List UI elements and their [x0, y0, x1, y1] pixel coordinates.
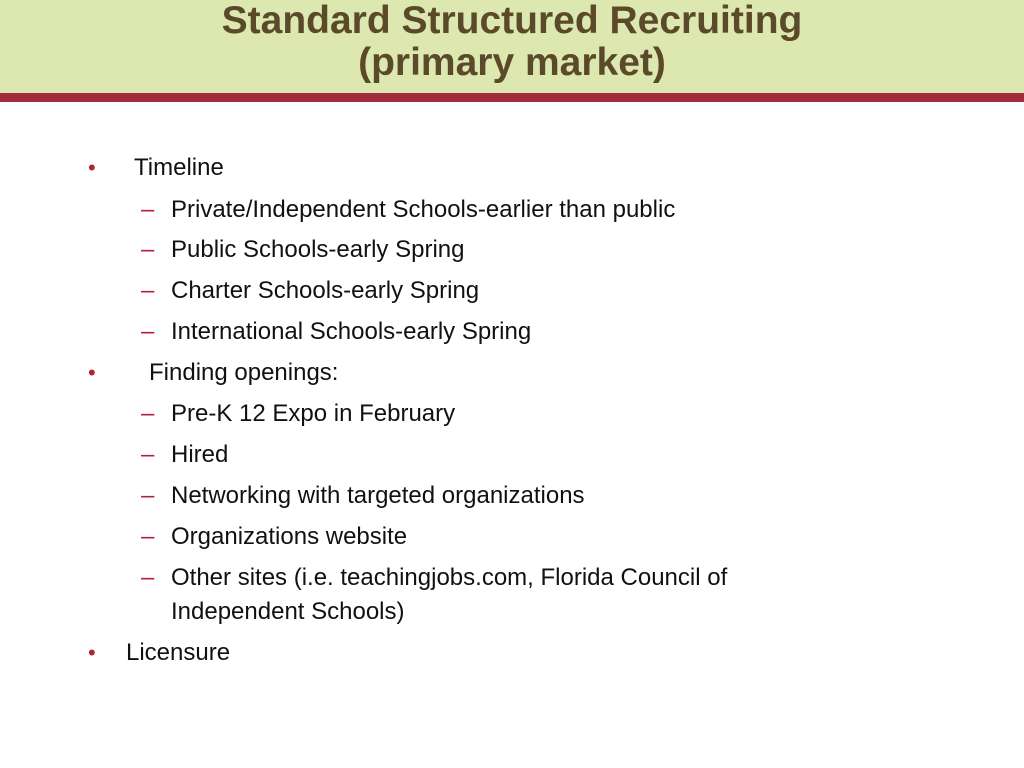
finding-item-other-sites: Other sites (i.e. teachingjobs.com, Florida Council of — [171, 564, 728, 591]
timeline-item-charter: Charter Schools-early Spring — [171, 277, 480, 304]
dash-icon: – — [141, 523, 155, 550]
dash-icon: – — [141, 196, 155, 223]
timeline-item-public: Public Schools-early Spring — [171, 236, 465, 263]
dash-icon: – — [141, 400, 155, 427]
bullet-icon: • — [88, 360, 96, 385]
bullet-licensure: Licensure — [126, 639, 231, 666]
timeline-item-international: International Schools-early Spring — [171, 318, 532, 345]
finding-item-expo: Pre-K 12 Expo in February — [171, 400, 456, 427]
dash-icon: – — [141, 318, 155, 345]
finding-item-website: Organizations website — [171, 523, 408, 550]
dash-icon: – — [141, 482, 155, 509]
dash-icon: – — [141, 564, 155, 591]
bullet-icon: • — [88, 155, 96, 180]
finding-item-networking: Networking with targeted organizations — [171, 482, 585, 509]
finding-item-hired: Hired — [171, 441, 229, 468]
bullet-finding-openings: Finding openings: — [149, 359, 339, 386]
dash-icon: – — [141, 236, 155, 263]
slide-title-line-1: Standard Structured Recruiting — [221, 0, 803, 42]
slide-title-line-2: (primary market) — [358, 41, 666, 84]
bullet-timeline: Timeline — [134, 154, 224, 181]
timeline-item-private: Private/Independent Schools-earlier than public — [171, 196, 676, 223]
finding-item-other-sites-continued: Independent Schools) — [171, 598, 405, 625]
bullet-icon: • — [88, 640, 96, 665]
dash-icon: – — [141, 277, 155, 304]
dash-icon: – — [141, 441, 155, 468]
